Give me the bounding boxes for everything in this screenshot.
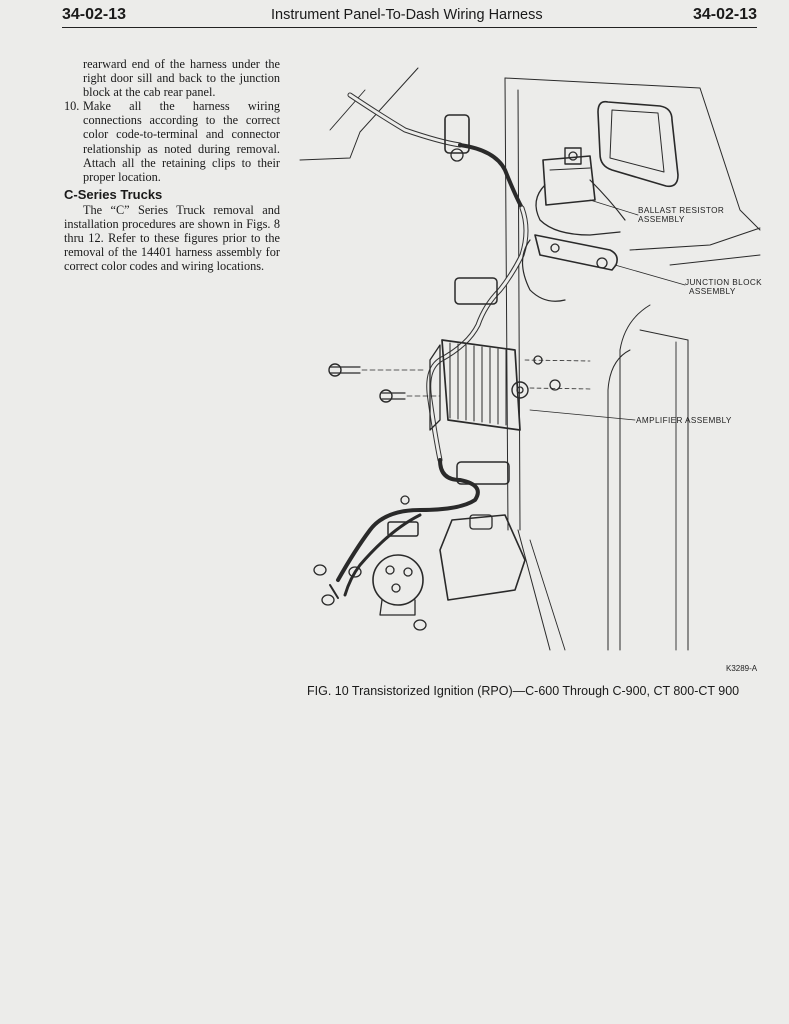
figure-id: K3289-A [726,664,758,673]
callout-amplifier-assembly: AMPLIFIER ASSEMBLY [636,416,732,425]
step-10-number: 10. [64,99,80,114]
wiring-figure [290,60,780,660]
page-title: Instrument Panel-To-Dash Wiring Harness [271,7,543,23]
figure-caption: FIG. 10 Transistorized Ignition (RPO)—C-600 Through C-900, CT 800-CT 900 [307,684,740,698]
page-number-left: 34-02-13 [62,6,127,23]
section-heading: C-Series Trucks [64,186,163,202]
callout-junction-block: JUNCTION BLOCK ASSEMBLY [685,278,763,296]
wiring-illustration [290,60,780,660]
callout-ballast-resistor: BALLAST RESISTOR ASSEMBLY [638,206,725,224]
section-paragraph: The “C” Series Truck removal and installation procedures are shown in Figs. 8 thru 12. Refer to these figures prior to the removal of the 14401 harness assembly for correct color codes and wiring locations. [64,202,280,274]
step-10-text: Make all the harness wiring connections according to the correct color code-to-terminal and connector relationship as noted during removal. Attach all the retaining clips to their proper location. [83,99,280,184]
text-column [64,57,280,273]
step-10 [64,99,280,184]
page-number-right: 34-02-13 [692,6,757,23]
page-header [62,6,757,28]
continuation-paragraph: rearward end of the harness under the right door sill and back to the junction block at the cab rear panel. [83,57,280,100]
header-rule [62,27,757,28]
